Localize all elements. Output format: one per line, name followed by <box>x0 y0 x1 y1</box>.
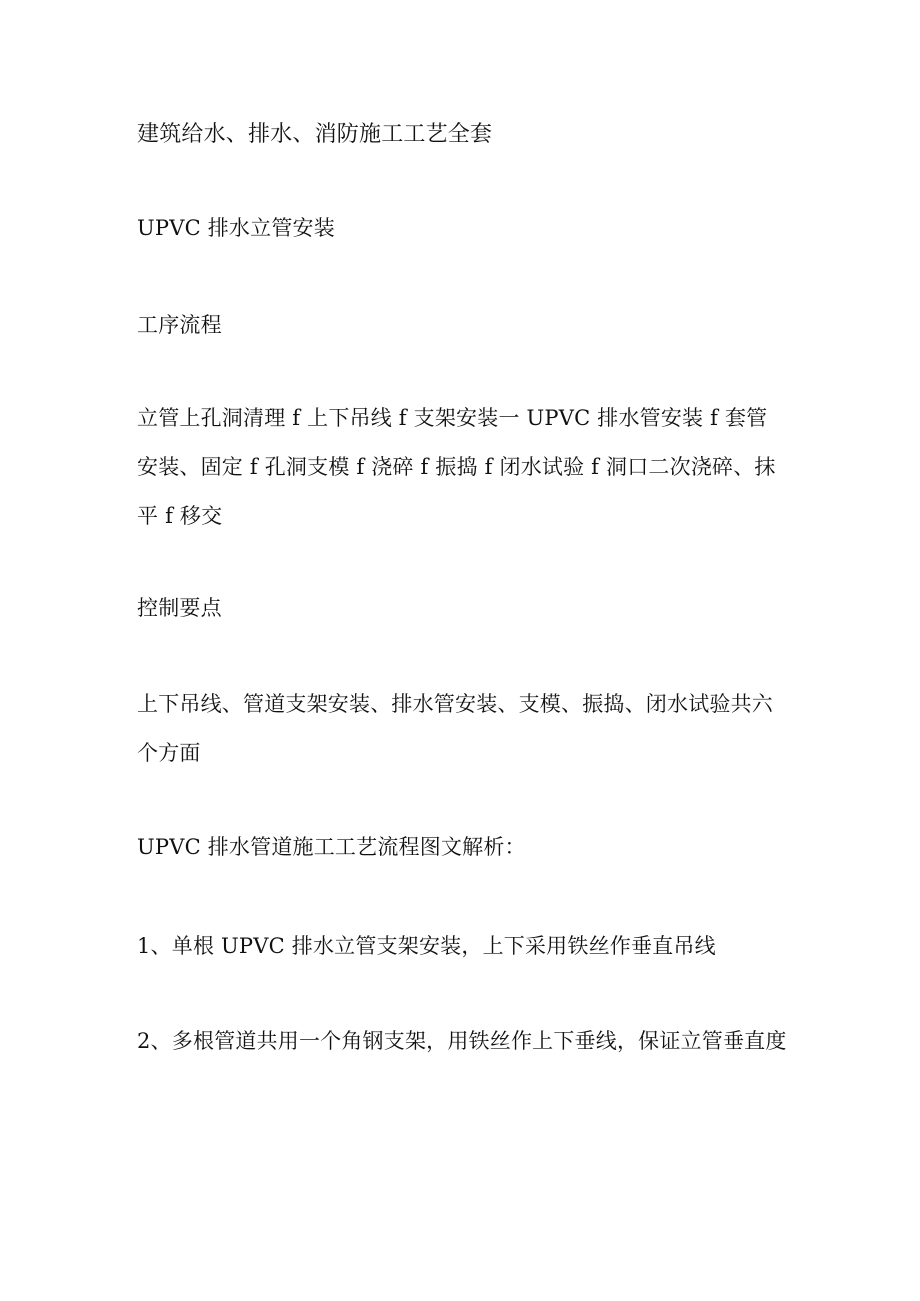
control-points-paragraph: 上下吊线、管道支架安装、排水管安装、支模、振捣、闭水试验共六个方面 <box>137 692 773 765</box>
document-title: 建筑给水、排水、消防施工工艺全套 <box>137 122 493 147</box>
section-heading: UPVC 排水立管安装 <box>137 216 335 240</box>
control-heading: 控制要点 <box>137 596 222 620</box>
list-item: 2、多根管道共用一个角钢支架，用铁丝作上下垂线，保证立管垂直度 <box>137 1029 787 1053</box>
analysis-heading: UPVC 排水管道施工工艺流程图文解析： <box>137 835 526 859</box>
list-item: 1、单根 UPVC 排水立管支架安装，上下采用铁丝作垂直吊线 <box>137 934 716 958</box>
process-heading: 工序流程 <box>137 313 222 337</box>
process-steps-paragraph: 立管上孔洞清理 f 上下吊线 f 支架安装一 UPVC 排水管安装 f 套管安装、固定 f 孔洞支模 f 浇碎 f 振捣 f 闭水试验 f 洞口二次浇碎、抹平 f 移交 <box>137 406 776 528</box>
